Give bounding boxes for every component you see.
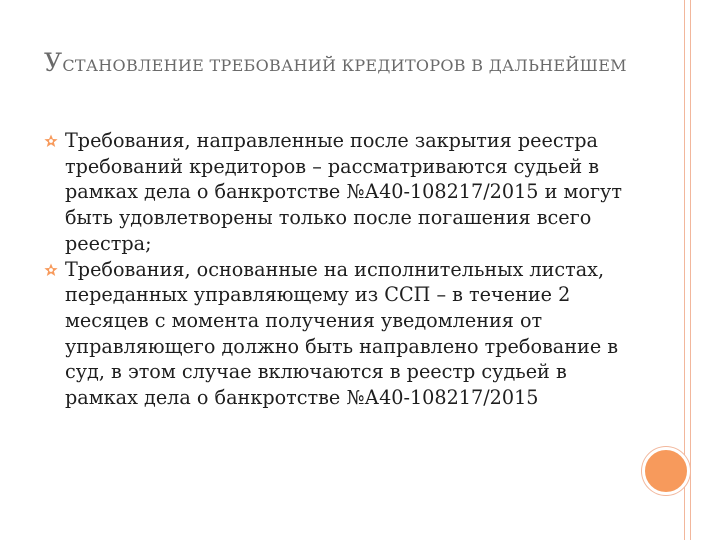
slide-title [44, 46, 644, 83]
title-text: СТАНОВЛЕНИЕ ТРЕБОВАНИЙ КРЕДИТОРОВ В ДАЛЬНЕЙШЕМ [62, 56, 627, 75]
decorative-right-rule-inner [690, 0, 691, 540]
bullet-text: Требования, направленные после закрытия реестра требований кредиторов – рассматриваются судьей в рамках дела о банкротстве №А40-108217/2015 и могут быть удовлетворены только после погашения всего реестра; [65, 129, 622, 255]
decorative-circle-icon [642, 447, 690, 495]
bullet-text: Требования, основанные на исполнительных листах, переданных управляющему из ССП – в течение 2 месяцев с момента получения уведомления от управляющего должно быть направлено требование в суд, в этом случае включаются в реестр судьей в рамках дела о банкротстве №А40-108217/2015 [65, 257, 619, 410]
title-first-letter: У [44, 48, 63, 77]
star-bullet-icon [44, 134, 58, 148]
bullet-item-1 [44, 128, 634, 257]
star-bullet-icon [44, 263, 58, 277]
bullet-item-2 [44, 257, 634, 411]
bullet-list [44, 128, 634, 411]
